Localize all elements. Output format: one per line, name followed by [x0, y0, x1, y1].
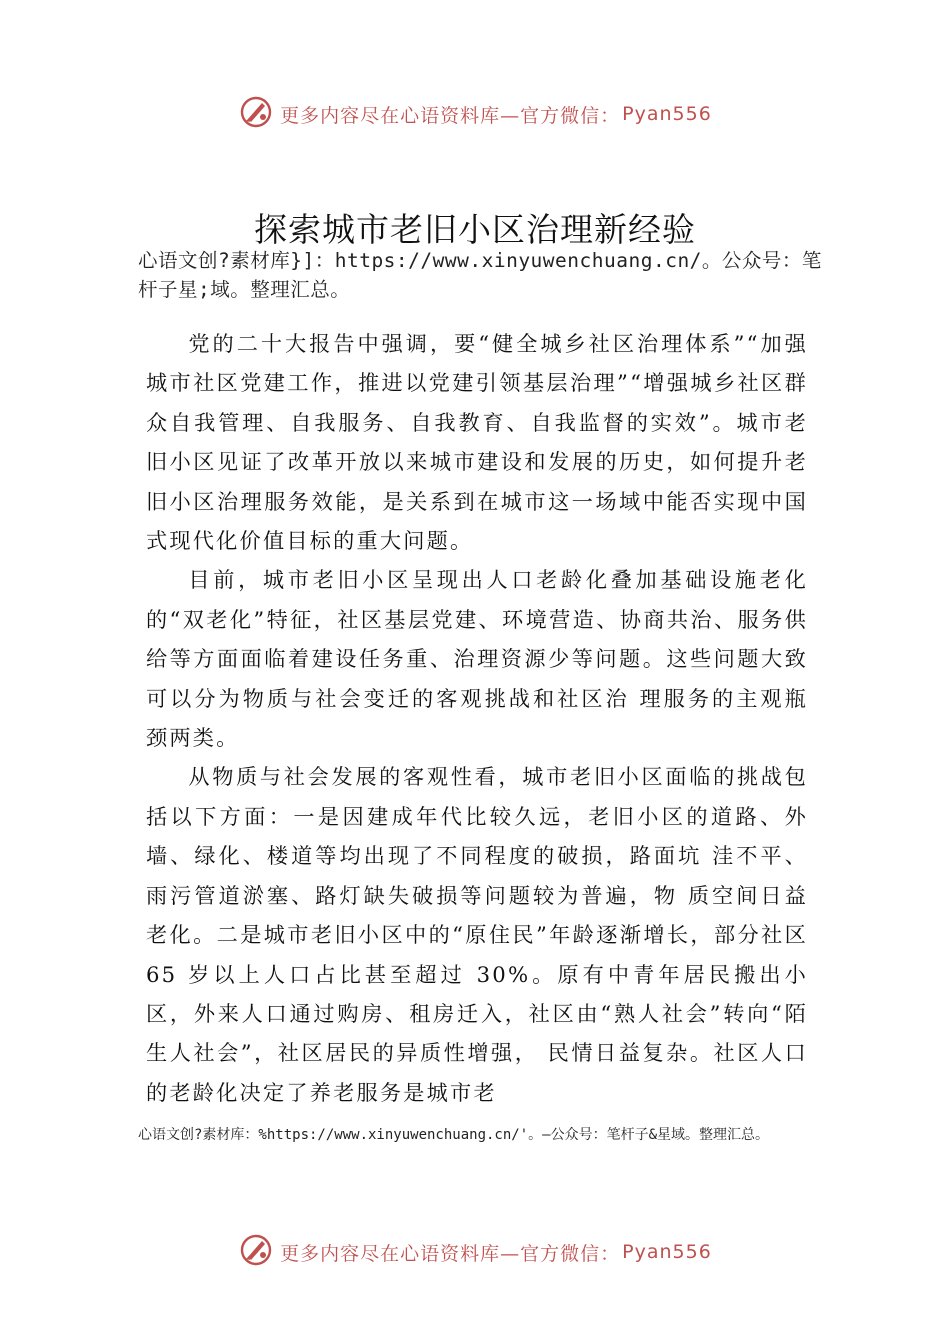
watermark-top: 心语文创?素材库}]：https://www.xinyuwenchuang.cn/。公众号：笔杆子星;域。整理汇总。 — [138, 249, 822, 301]
pen-seal-logo-icon — [238, 94, 274, 135]
document-body — [146, 324, 808, 1112]
paragraph: 党的二十大报告中强调，要“健全城乡社区治理体系”“加强城市社区党建工作，推进以党建引领基层治理”“增强城乡社区群众自我管理、自我服务、自我教育、自我监督的实效”。城市老旧小区见证了改革开放以来城市建设和发展的历史，如何提升老旧小区治理服务效能，是关系到在城市这一场域中能否实现中国式现代化价值目标的重大问题。 — [146, 331, 808, 554]
banner-wechat-id: Pyan556 — [622, 103, 712, 125]
banner-wechat-id: Pyan556 — [622, 1241, 712, 1263]
footer-banner — [0, 1232, 950, 1272]
paragraph: 从物质与社会发展的客观性看，城市老旧小区面临的挑战包括以下方面：一是因建成年代比较久远，老旧小区的道路、外墙、绿化、楼道等均出现了不同程度的破损，路面坑 洼不平、雨污管道淤塞、路灯缺失破损等问题较为普遍，物 质空间日益老化。二是城市老旧小区中的“原住民”年龄逐渐增长，部分社区 65 岁以上人口占比甚至超过 30%。原有中青年居民搬出小区，外来人口通过购房、租房迁入，社区由“熟人社会”转向“陌生人社会”，社区居民的异质性增强， 民情日益复杂。社区人口的老龄化决定了养老服务是城市老 — [146, 764, 808, 1105]
paragraph: 目前，城市老旧小区呈现出人口老龄化叠加基础设施老化的“双老化”特征，社区基层党建、环境营造、协商共治、服务供给等方面面临着建设任务重、治理资源少等问题。这些问题大致可以分为物质与社会变迁的客观挑战和社区治 理服务的主观瓶颈两类。 — [146, 567, 808, 751]
pen-seal-logo-icon — [238, 1232, 274, 1273]
header-banner — [0, 94, 950, 134]
banner-text: 更多内容尽在心语资料库—官方微信： — [280, 104, 621, 127]
watermark-bottom: 心语文创?素材库：%https://www.xinyuwenchuang.cn/'。—公众号：笔杆子&星域。整理汇总。 — [138, 1127, 770, 1143]
document-title: 探索城市老旧小区治理新经验 — [254, 210, 696, 249]
banner-text: 更多内容尽在心语资料库—官方微信： — [280, 1242, 621, 1265]
